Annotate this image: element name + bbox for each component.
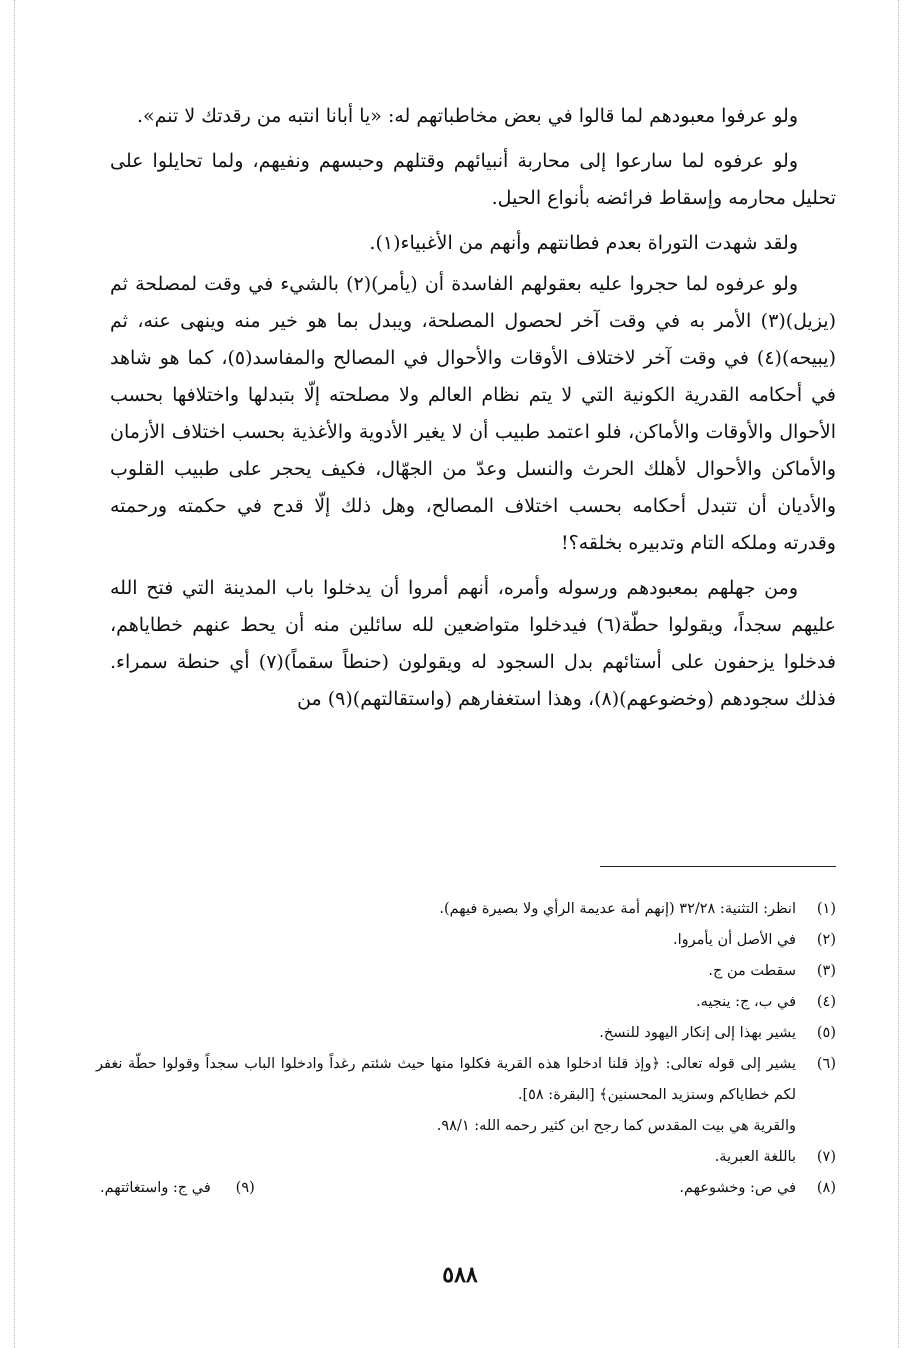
footnote-number: (٧) [816, 1149, 836, 1165]
footnote-9 [100, 1173, 255, 1204]
footnote-number: (٢) [816, 932, 836, 948]
footnote-text: سقطت من ج. [708, 963, 796, 979]
footnote-5 [96, 1018, 836, 1049]
footnote-number: (٤) [816, 994, 836, 1010]
page-fold-line-right [898, 0, 899, 1348]
paragraph-2: ولو عرفوه لما سارعوا إلى محاربة أنبيائهم وقتلهم وحبسهم ونفيهم، ولما تحايلوا على تحليل محارمه وإسقاط فرائضه بأنواع الحيل. [110, 150, 836, 209]
main-text [110, 98, 836, 726]
footnote-6 [96, 1049, 836, 1111]
paragraph-1: ولو عرفوا معبودهم لما قالوا في بعض مخاطباتهم له: «يا أبانا انتبه من رقدتك لا تنم». [137, 105, 798, 127]
footnote-text: يشير إلى قوله تعالى: ﴿وإذ قلنا ادخلوا هذه القرية فكلوا منها حيث شئتم رغداً وادخلوا الباب سجداً وقولوا حطّة نغفر لكم خطاياكم وسنزيد المحسنين﴾ [البقرة: ٥٨]. [96, 1056, 796, 1103]
footnotes [96, 894, 836, 1204]
footnote-separator [600, 866, 836, 867]
footnote-8 [679, 1173, 836, 1204]
footnote-number: (١) [816, 901, 836, 917]
footnote-number: (٦) [816, 1056, 836, 1072]
footnote-row-8-9 [96, 1173, 836, 1204]
footnote-3 [96, 956, 836, 987]
footnote-text: انظر: التثنية: ٣٢/٢٨ (إنهم أمة عديمة الرأي ولا بصيرة فيهم). [439, 901, 796, 917]
footnote-7 [96, 1142, 836, 1173]
footnote-number: (٥) [816, 1025, 836, 1041]
footnote-text: في ج: واستغاثتهم. [100, 1180, 211, 1196]
footnote-4 [96, 987, 836, 1018]
footnote-number: (٨) [816, 1180, 836, 1196]
page-fold-line-left [14, 0, 15, 1348]
footnote-text: في الأصل أن يأمروا. [673, 932, 796, 948]
footnote-text: في ص: وخشوعهم. [679, 1180, 796, 1196]
paragraph-5: ومن جهلهم بمعبودهم ورسوله وأمره، أنهم أمروا أن يدخلوا باب المدينة التي فتح الله عليهم سجداً، ويقولوا حطّة(٦) فيدخلوا متواضعين لله سائلين منه أن يحط عنهم خطاياهم، فدخلوا يزحفون على أستائهم بدل السجود له ويقولون (حنطاً سقماً)(٧) أي حنطة سمراء. فذلك سجودهم (وخضوعهم)(٨)، وهذا استغفارهم (واستقالتهم)(٩) من [110, 577, 836, 710]
page-number: ٥٨٨ [442, 1262, 478, 1288]
paragraph-3: ولقد شهدت التوراة بعدم فطانتهم وأنهم من الأغبياء(١). [369, 232, 798, 254]
paragraph-4: ولو عرفوه لما حجروا عليه بعقولهم الفاسدة أن (يأمر)(٢) بالشيء في وقت لمصلحة ثم (يزيل)(٣) الأمر به في وقت آخر لحصول المصلحة، ويبدل بما هو خير منه وينهى عنه، ثم (يبيحه)(٤) في وقت آخر لاختلاف الأوقات والأحوال في المصالح والمفاسد(٥)، كما هو شاهد في أحكامه القدرية الكونية التي لا يتم نظام العالم ولا مصلحته إلّا بتبدلها واختلافها بحسب الأحوال والأوقات والأماكن، فلو اعتمد طبيب أن لا يغير الأدوية والأغذية بحسب اختلاف الأزمان والأماكن والأحوال لأهلك الحرث والنسل وعدّ من الجهّال، فكيف يحجر على طبيب القلوب والأديان أن تتبدل أحكامه بحسب اختلاف المصالح، وهل ذلك إلّا قدح في حكمته ورحمته وقدرته وملكه التام وتدبيره بخلقه؟! [110, 273, 836, 554]
footnote-6-continuation: والقرية هي بيت المقدس كما رجح ابن كثير رحمه الله: ٩٨/١. [436, 1118, 796, 1134]
footnote-text: في ب، ج: ينجيه. [696, 994, 796, 1010]
footnote-1 [96, 894, 836, 925]
footnote-text: باللغة العبرية. [714, 1149, 796, 1165]
footnote-text: يشير بهذا إلى إنكار اليهود للنسخ. [599, 1025, 796, 1041]
footnote-number: (٣) [816, 963, 836, 979]
footnote-2 [96, 925, 836, 956]
footnote-number: (٩) [235, 1180, 255, 1196]
